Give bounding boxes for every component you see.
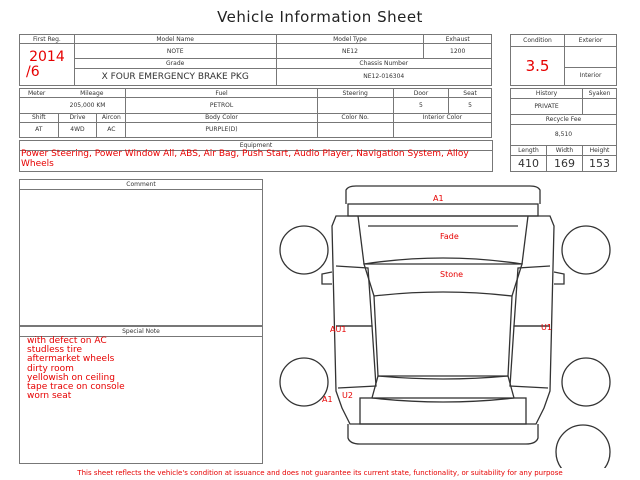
meter-label-text: Meter <box>28 89 46 97</box>
equipment-text: Power Steering, Power Window All, ABS, Air Bag, Push Start, Audio Player, Navigation System, Alloy Wheels <box>21 149 469 169</box>
rear-right-door <box>510 326 550 388</box>
condition-label: Condition <box>511 35 565 47</box>
shift-value: AT <box>20 122 59 137</box>
vehicle-id-table <box>19 34 492 86</box>
grade-value: X FOUR EMERGENCY BRAKE PKG <box>74 68 276 85</box>
exhaust-value: 1200 <box>424 44 492 59</box>
comment-box <box>19 179 263 326</box>
mileage-value: 205,000 KM <box>20 98 126 113</box>
seat-value: 5 <box>449 98 492 113</box>
front-left-door <box>336 266 372 326</box>
drive-value: 4WD <box>58 122 97 137</box>
exhaust-label: Exhaust <box>424 35 492 44</box>
special-note-item: dirty room <box>27 363 74 374</box>
first-reg-month: /6 <box>26 63 40 80</box>
special-note-box <box>19 326 263 464</box>
height-label: Height <box>583 145 617 155</box>
door-label: Door <box>393 89 448 98</box>
height-value: 153 <box>583 155 617 171</box>
damage-mark-stone: Stone <box>440 270 464 279</box>
shift-label: Shift <box>20 113 59 122</box>
syaken-value <box>583 98 617 114</box>
interior-color-label: Interior Color <box>393 113 491 122</box>
rear-left-door <box>336 326 376 388</box>
sheet-title: Vehicle Information Sheet <box>217 8 423 26</box>
seat-label: Seat <box>449 89 492 98</box>
steering-value <box>317 98 393 113</box>
specs-table <box>19 88 492 138</box>
front-left-wheel <box>280 226 328 274</box>
history-value: PRIVATE <box>511 98 583 114</box>
damage-mark-fade: Fade <box>440 232 459 241</box>
chassis-value: NE12-016304 <box>276 68 491 85</box>
syaken-label: Syaken <box>583 89 617 99</box>
special-note-label: Special Note <box>20 327 262 337</box>
car-damage-diagram <box>268 176 618 468</box>
door-value: 5 <box>393 98 448 113</box>
damage-mark-a1-front: A1 <box>433 194 444 203</box>
drive-label: Drive <box>58 113 97 122</box>
front-right-door <box>514 266 550 326</box>
condition-value: 3.5 <box>511 47 565 86</box>
length-value: 410 <box>511 155 547 171</box>
model-type-value: NE12 <box>276 44 424 59</box>
damage-mark-u1: U1 <box>541 323 552 332</box>
fuel-label: Fuel <box>126 89 317 98</box>
rear-left-wheel <box>280 358 328 406</box>
special-note-item: tape trace on console <box>27 382 125 393</box>
body-outline <box>332 216 554 424</box>
rear-bumper <box>348 424 538 444</box>
damage-mark-au1: AU1 <box>330 325 347 334</box>
fuel-value: PETROL <box>126 98 317 113</box>
chassis-label: Chassis Number <box>276 59 491 68</box>
body-color-value: PURPLE(D) <box>126 122 317 137</box>
special-note-item: with defect on AC <box>27 336 107 346</box>
rear-right-wheel <box>562 358 610 406</box>
left-mirror <box>322 272 332 284</box>
special-notes-list <box>27 337 125 401</box>
aircon-value: AC <box>97 122 126 137</box>
condition-table <box>510 34 617 86</box>
front-lip <box>348 204 538 216</box>
history-table <box>510 88 617 172</box>
interior-color-value <box>393 122 491 137</box>
spare-tire <box>556 425 610 468</box>
special-note-item: aftermarket wheels <box>27 354 115 365</box>
special-note-item: worn seat <box>27 391 72 402</box>
first-reg-label: First Reg. <box>20 35 75 44</box>
first-reg-value <box>20 44 75 86</box>
width-value: 169 <box>547 155 583 171</box>
equipment-label: Equipment <box>20 141 492 151</box>
model-type-label: Model Type <box>276 35 424 44</box>
special-note-item: yellowish on ceiling <box>27 372 115 383</box>
recycle-fee-value: 8,510 <box>511 125 617 146</box>
exterior-value <box>565 47 617 68</box>
body-color-label: Body Color <box>126 113 317 122</box>
right-mirror <box>554 272 564 284</box>
steering-label: Steering <box>317 89 393 98</box>
model-name-label: Model Name <box>74 35 276 44</box>
history-label: History <box>511 89 583 99</box>
model-name-value: NOTE <box>74 44 276 59</box>
damage-mark-u2: U2 <box>342 391 353 400</box>
roof <box>374 296 512 376</box>
comment-label: Comment <box>20 180 262 190</box>
aircon-label: Aircon <box>97 113 126 122</box>
damage-mark-a1-rear: A1 <box>322 395 333 404</box>
first-reg-year: 2014 <box>29 48 65 65</box>
disclaimer-footer: This sheet reflects the vehicle's condition at issuance and does not guarantee its current state, functionality, or suitability for any purpose <box>77 469 563 477</box>
color-no-label: Color No. <box>317 113 393 122</box>
length-label: Length <box>511 145 547 155</box>
width-label: Width <box>547 145 583 155</box>
special-note-item: studless tire <box>27 345 82 356</box>
grade-label: Grade <box>74 59 276 68</box>
interior-label: Interior <box>565 68 617 86</box>
front-right-wheel <box>562 226 610 274</box>
mileage-label: Mileage <box>80 89 104 97</box>
color-no-value <box>317 122 393 137</box>
recycle-fee-label: Recycle Fee <box>511 115 617 125</box>
meter-label <box>20 89 126 98</box>
exterior-label: Exterior <box>565 35 617 47</box>
